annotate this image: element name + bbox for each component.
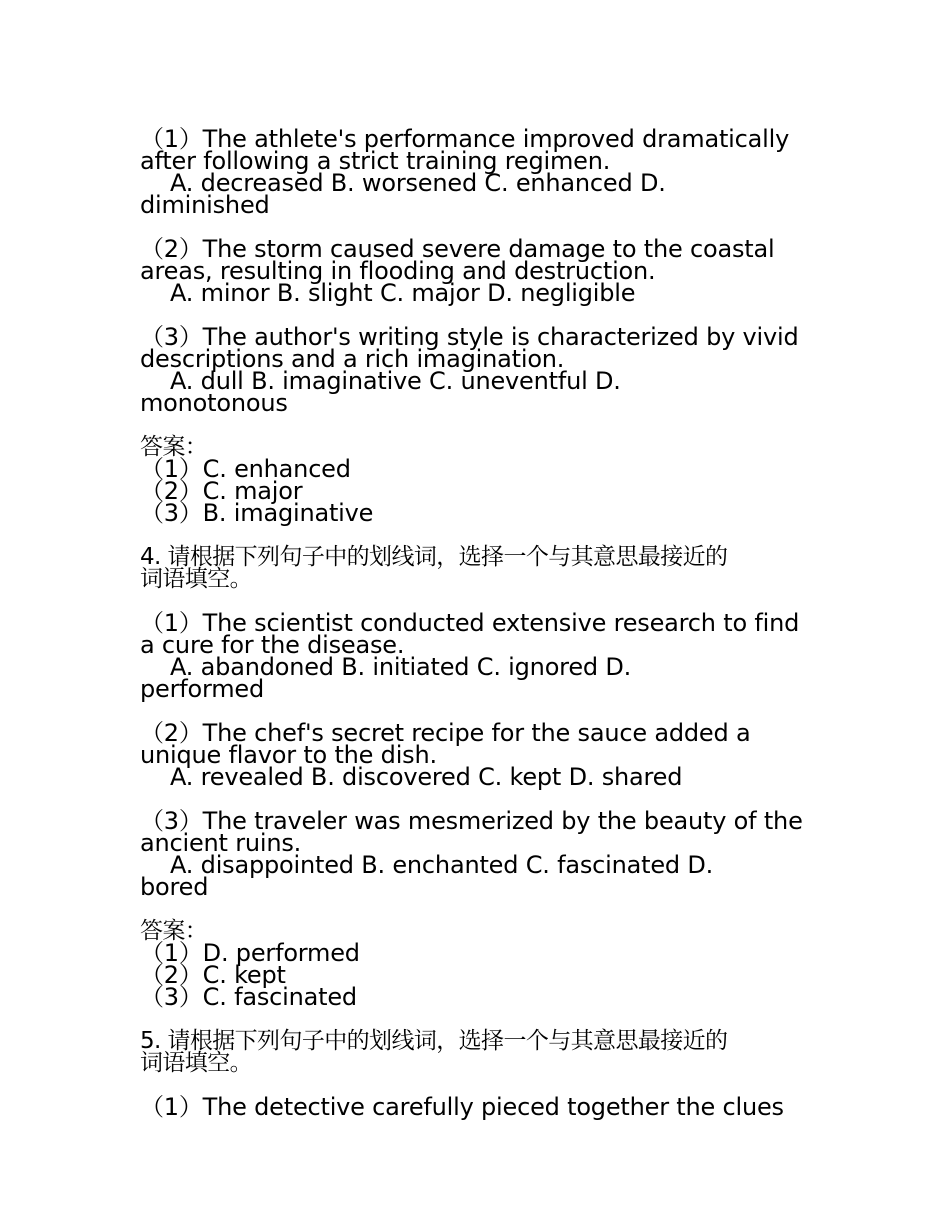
question-3-2 [140, 235, 810, 307]
options-line: A. disappointed B. enchanted C. fascinated D. [170, 851, 714, 879]
question-3-3 [140, 323, 810, 417]
question-5-1 [140, 1093, 810, 1121]
section-instruction: 词语填空。 [140, 566, 253, 592]
options-line: A. abandoned B. initiated C. ignored D. [170, 653, 632, 681]
question-text: after following a strict training regimen. [140, 147, 611, 175]
options-line: performed [140, 675, 265, 703]
options-line: bored [140, 873, 209, 901]
question-4-3 [140, 807, 810, 901]
question-text: （1）The detective carefully pieced together the clues [140, 1093, 784, 1121]
question-text: （3）The author's writing style is characterized by vivid [140, 323, 799, 351]
section-instruction: 4. 请根据下列句子中的划线词，选择一个与其意思最接近的 [140, 544, 728, 570]
answer-item: （1）D. performed [140, 939, 360, 967]
question-text: （3）The traveler was mesmerized by the beauty of the [140, 807, 803, 835]
question-text: （2）The storm caused severe damage to the coastal [140, 235, 775, 263]
document-content [140, 125, 810, 1140]
section-4-heading [140, 546, 810, 590]
question-4-1 [140, 609, 810, 703]
answer-item: （2）C. major [140, 477, 303, 505]
question-text: ancient ruins. [140, 829, 302, 857]
question-text: （1）The athlete's performance improved dramatically [140, 125, 790, 153]
options-line: A. minor B. slight C. major D. negligible [170, 279, 636, 307]
question-4-2 [140, 719, 810, 791]
answer-heading: 答案： [140, 434, 208, 460]
question-text: （2）The chef's secret recipe for the sauce added a [140, 719, 751, 747]
answer-item: （3）C. fascinated [140, 983, 357, 1011]
answer-heading: 答案： [140, 918, 208, 944]
options-line: A. revealed B. discovered C. kept D. shared [170, 763, 683, 791]
question-text: areas, resulting in flooding and destruction. [140, 257, 656, 285]
options-line: A. decreased B. worsened C. enhanced D. [170, 169, 666, 197]
answer-item: （2）C. kept [140, 961, 286, 989]
question-text: unique flavor to the dish. [140, 741, 437, 769]
section-instruction: 5. 请根据下列句子中的划线词，选择一个与其意思最接近的 [140, 1028, 728, 1054]
options-line: monotonous [140, 389, 288, 417]
question-text: （1）The scientist conducted extensive research to find [140, 609, 800, 637]
answer-item: （3）B. imaginative [140, 499, 374, 527]
question-3-1 [140, 125, 810, 219]
answer-item: （1）C. enhanced [140, 455, 351, 483]
answer-block-3 [140, 434, 810, 527]
question-text: a cure for the disease. [140, 631, 405, 659]
answer-block-4 [140, 918, 810, 1011]
options-line: A. dull B. imaginative C. uneventful D. [170, 367, 621, 395]
question-text: descriptions and a rich imagination. [140, 345, 565, 373]
section-instruction: 词语填空。 [140, 1050, 253, 1076]
options-line: diminished [140, 191, 270, 219]
section-5-heading [140, 1030, 810, 1074]
